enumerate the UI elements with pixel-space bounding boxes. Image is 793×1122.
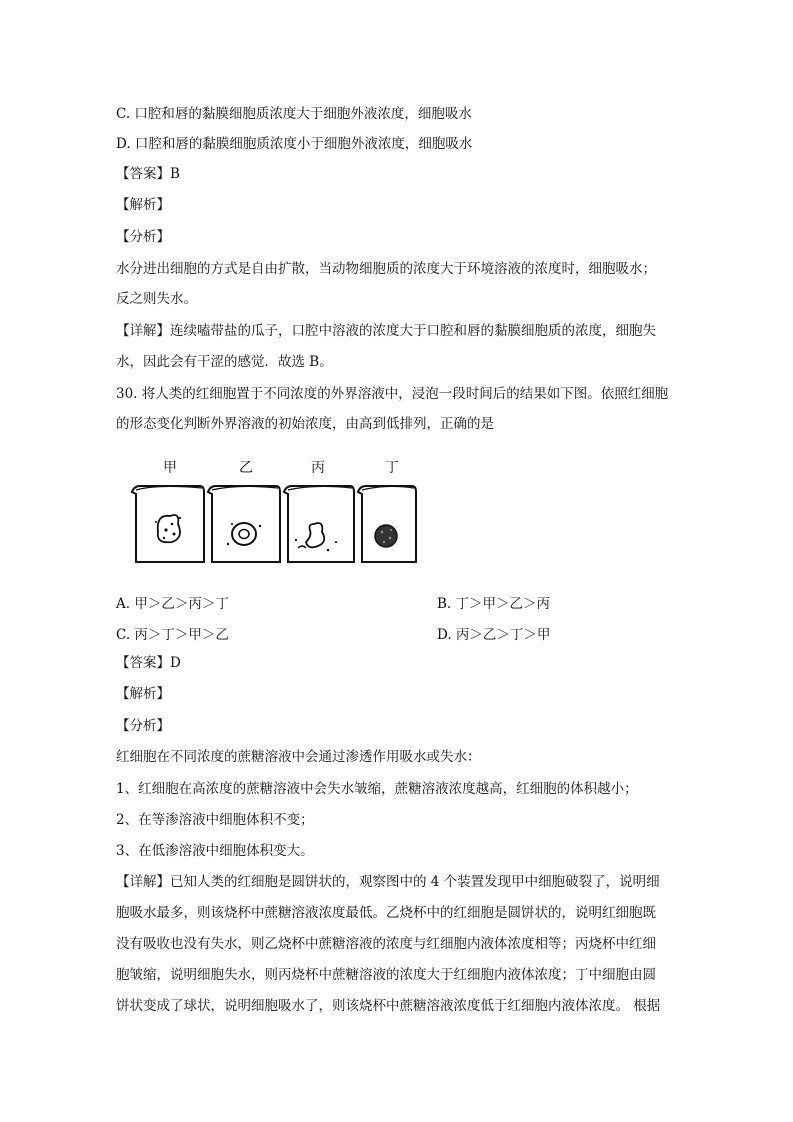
q30-option-a: A. 甲＞乙＞丙＞丁 bbox=[116, 596, 229, 612]
q30-option-c: C. 丙＞丁＞甲＞乙 bbox=[116, 627, 229, 643]
q30-detail-line-1: 【详解】已知人类的红细胞是圆饼状的，观察图中的 4 个装置发现甲中细胞破裂了，说明细 bbox=[116, 874, 660, 890]
q29-analysis-heading: 【解析】 bbox=[116, 197, 170, 213]
q30-option-b: B. 丁＞甲＞乙＞丙 bbox=[437, 596, 551, 612]
q29-fenxi-heading: 【分析】 bbox=[116, 229, 170, 245]
q30-option-d: D. 丙＞乙＞丁＞甲 bbox=[437, 627, 551, 643]
q30-analysis-heading: 【解析】 bbox=[116, 686, 170, 702]
beaker-figure bbox=[128, 458, 418, 568]
q30-fenxi-line-1: 红细胞在不同浓度的蔗糖溶液中会通过渗透作用吸水或失水： bbox=[116, 749, 481, 765]
q30-stem-line-2: 的形态变化判断外界溶液的初始浓度，由高到低排列，正确的是 bbox=[116, 416, 494, 432]
q30-fenxi-line-3: 2、在等渗溶液中细胞体积不变； bbox=[116, 812, 314, 828]
beaker-jia bbox=[132, 486, 204, 562]
q29-option-d: D. 口腔和唇的黏膜细胞质浓度小于细胞外液浓度，细胞吸水 bbox=[116, 136, 473, 152]
q30-stem-line-1: 30. 将人类的红细胞置于不同浓度的外界溶液中，浸泡一段时间后的结果如下图。依照红细胞 bbox=[116, 386, 669, 402]
cell-yi-disc bbox=[227, 523, 261, 545]
q29-option-c: C. 口腔和唇的黏膜细胞质浓度大于细胞外液浓度，细胞吸水 bbox=[116, 106, 472, 122]
q29-fenxi-line-2: 反之则失水。 bbox=[116, 291, 197, 307]
cell-jia-burst bbox=[155, 515, 181, 542]
beaker-label-ding: 丁 bbox=[385, 460, 399, 476]
q30-detail-line-5: 饼状变成了球状，说明细胞吸水了，则该烧杯中蔗糖溶液浓度低于红细胞内液体浓度。 根据 bbox=[116, 998, 661, 1014]
q29-answer: 【答案】B bbox=[116, 166, 180, 182]
q30-detail-line-4: 胞皱缩，说明细胞失水，则丙烧杯中蔗糖溶液的浓度大于红细胞内液体浓度；丁中细胞由圆 bbox=[116, 967, 656, 983]
q30-answer: 【答案】D bbox=[116, 655, 181, 671]
q30-fenxi-line-2: 1、红细胞在高浓度的蔗糖溶液中会失水皱缩，蔗糖溶液浓度越高，红细胞的体积越小； bbox=[116, 781, 638, 797]
q30-fenxi-heading: 【分析】 bbox=[116, 718, 170, 734]
q29-detail-line-1: 【详解】连续嗑带盐的瓜子，口腔中溶液的浓度大于口腔和唇的黏膜细胞质的浓度，细胞失 bbox=[116, 323, 656, 339]
q30-detail-line-3: 没有吸收也没有失水，则乙烧杯中蔗糖溶液的浓度与红细胞内液体浓度相等；丙烧杯中红细 bbox=[116, 936, 656, 952]
beaker-bing bbox=[284, 486, 354, 562]
q29-fenxi-line-1: 水分进出细胞的方式是自由扩散，当动物细胞质的浓度大于环境溶液的浓度时，细胞吸水； bbox=[116, 261, 656, 277]
q29-detail-line-2: 水，因此会有干涩的感觉．故选 B。 bbox=[116, 354, 333, 370]
beaker-ding bbox=[358, 486, 416, 562]
beaker-label-bing: 丙 bbox=[311, 460, 325, 476]
beaker-label-yi: 乙 bbox=[239, 460, 253, 476]
cell-ding-sphere bbox=[375, 525, 397, 547]
q30-fenxi-line-4: 3、在低渗溶液中细胞体积变大。 bbox=[116, 843, 314, 859]
q30-detail-line-2: 胞吸水最多，则该烧杯中蔗糖溶液浓度最低。乙烧杯中的红细胞是圆饼状的，说明红细胞既 bbox=[116, 905, 656, 921]
beaker-label-jia: 甲 bbox=[163, 460, 177, 476]
cell-bing-shrunken bbox=[295, 523, 337, 551]
